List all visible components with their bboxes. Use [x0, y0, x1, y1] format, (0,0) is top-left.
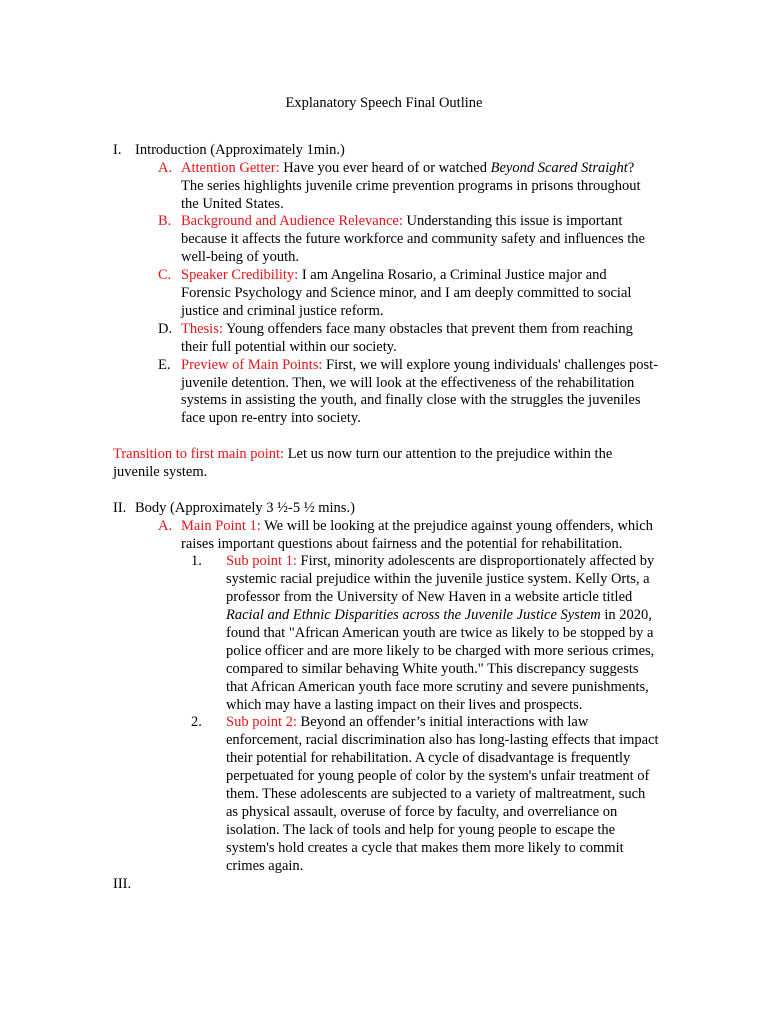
sub1-line-9: which may have a lasting impact on their lives and prospects.: [226, 697, 583, 713]
speaker-credibility-label: Speaker Credibility:: [181, 267, 299, 283]
body-numeral: II.: [113, 500, 127, 516]
intro-item-e-line-4: face upon re-entry into society.: [181, 410, 361, 426]
sub2-line-1: Sub point 2: Beyond an offender’s initial interactions with law: [226, 714, 589, 730]
intro-item-b-line-3: well-being of youth.: [181, 249, 299, 265]
intro-item-e-line-2: juvenile detention. Then, we will look at the effectiveness of the rehabilitation: [181, 375, 635, 391]
transition-line-2: juvenile system.: [113, 464, 208, 480]
body-heading: Body (Approximately 3 ½-5 ½ mins.): [135, 500, 355, 516]
sub1-line-4: Racial and Ethnic Disparities across the Juvenile Justice System in 2020,: [226, 607, 652, 623]
intro-item-c-line-1: Speaker Credibility: I am Angelina Rosario, a Criminal Justice major and: [181, 267, 607, 283]
sub2-line-6: as physical assault, overuse of force by faculty, and overreliance on: [226, 804, 618, 820]
transition-line-1: Transition to first main point: Let us now turn our attention to the prejudice within the: [113, 446, 613, 462]
intro-numeral: I.: [113, 142, 122, 158]
intro-item-b-line-2: because it affects the future workforce and community safety and influences the: [181, 231, 645, 247]
sub2-line-5: them. These adolescents are subjected to a variety of maltreatment, such: [226, 786, 646, 802]
intro-item-e-letter: E.: [158, 357, 171, 373]
main-point-label: Main Point 1:: [181, 518, 261, 534]
sub1-line-8: that African American youth face more scrutiny and severe punishments,: [226, 679, 649, 695]
attention-getter-label: Attention Getter:: [181, 160, 280, 176]
sub2-number: 2.: [191, 714, 202, 730]
show-title: Beyond Scared Straight: [490, 160, 628, 176]
sub1-line-3: professor from the University of New Haven in a website article titled: [226, 589, 633, 605]
document-title: Explanatory Speech Final Outline: [285, 95, 483, 111]
main-point-line-1: Main Point 1: We will be looking at the prejudice against young offenders, which: [181, 518, 653, 534]
intro-heading: Introduction (Approximately 1min.): [135, 142, 345, 158]
intro-item-e-line-1: Preview of Main Points: First, we will explore young individuals' challenges post-: [181, 357, 659, 373]
sub1-line-2: systemic racial prejudice within the juvenile justice system. Kelly Orts, a: [226, 571, 650, 587]
sub2-line-3: their potential for rehabilitation. A cycle of disadvantage is frequently: [226, 750, 631, 766]
intro-item-b-line-1: Background and Audience Relevance: Understanding this issue is important: [181, 213, 623, 229]
intro-item-a-letter: A.: [158, 160, 173, 176]
sub1-line-6: police officer and are more likely to be charged with more serious crimes,: [226, 643, 655, 659]
intro-item-e-line-3: systems in assisting the youth, and finally close with the struggles the juveniles: [181, 392, 641, 408]
sub2-line-9: crimes again.: [226, 858, 304, 874]
section-3-numeral: III.: [113, 876, 132, 892]
sub2-line-2: enforcement, racial discrimination also has long-lasting effects that impact: [226, 732, 659, 748]
main-point-letter: A.: [158, 518, 173, 534]
sub1-line-1: Sub point 1: First, minority adolescents are disproportionately affected by: [226, 553, 655, 569]
sub2-line-4: perpetuated for young people of color by the system's unfair treatment of: [226, 768, 650, 784]
intro-item-a-line-2: The series highlights juvenile crime prevention programs in prisons throughout: [181, 178, 641, 194]
intro-item-c-line-2: Forensic Psychology and Science minor, and I am deeply committed to social: [181, 285, 632, 301]
sub1-label: Sub point 1:: [226, 553, 297, 569]
intro-item-d-line-1: Thesis: Young offenders face many obstacles that prevent them from reaching: [181, 321, 633, 337]
sub1-number: 1.: [191, 553, 202, 569]
article-title: Racial and Ethnic Disparities across the Juvenile Justice System: [226, 607, 601, 623]
intro-item-a-line-1: Attention Getter: Have you ever heard of or watched Beyond Scared Straight?: [181, 160, 635, 176]
sub2-line-7: isolation. The lack of tools and help for young people to escape the: [226, 822, 616, 838]
intro-item-a-line-3: the United States.: [181, 196, 284, 212]
sub2-line-8: system's hold creates a cycle that makes them more likely to commit: [226, 840, 624, 856]
transition-label: Transition to first main point:: [113, 446, 285, 462]
background-relevance-label: Background and Audience Relevance:: [181, 213, 403, 229]
thesis-label: Thesis:: [181, 321, 223, 337]
sub1-line-7: compared to similar behaving White youth." This discrepancy suggests: [226, 661, 639, 677]
intro-item-d-letter: D.: [158, 321, 173, 337]
intro-item-c-line-3: justice and criminal justice reform.: [181, 303, 384, 319]
intro-item-c-letter: C.: [158, 267, 172, 283]
main-point-line-2: raises important questions about fairness and the potential for rehabilitation.: [181, 536, 623, 552]
sub2-label: Sub point 2:: [226, 714, 297, 730]
intro-item-d-line-2: their full potential within our society.: [181, 339, 397, 355]
sub1-line-5: found that "African American youth are twice as likely to be stopped by a: [226, 625, 654, 641]
intro-item-b-letter: B.: [158, 213, 172, 229]
preview-label: Preview of Main Points:: [181, 357, 323, 373]
